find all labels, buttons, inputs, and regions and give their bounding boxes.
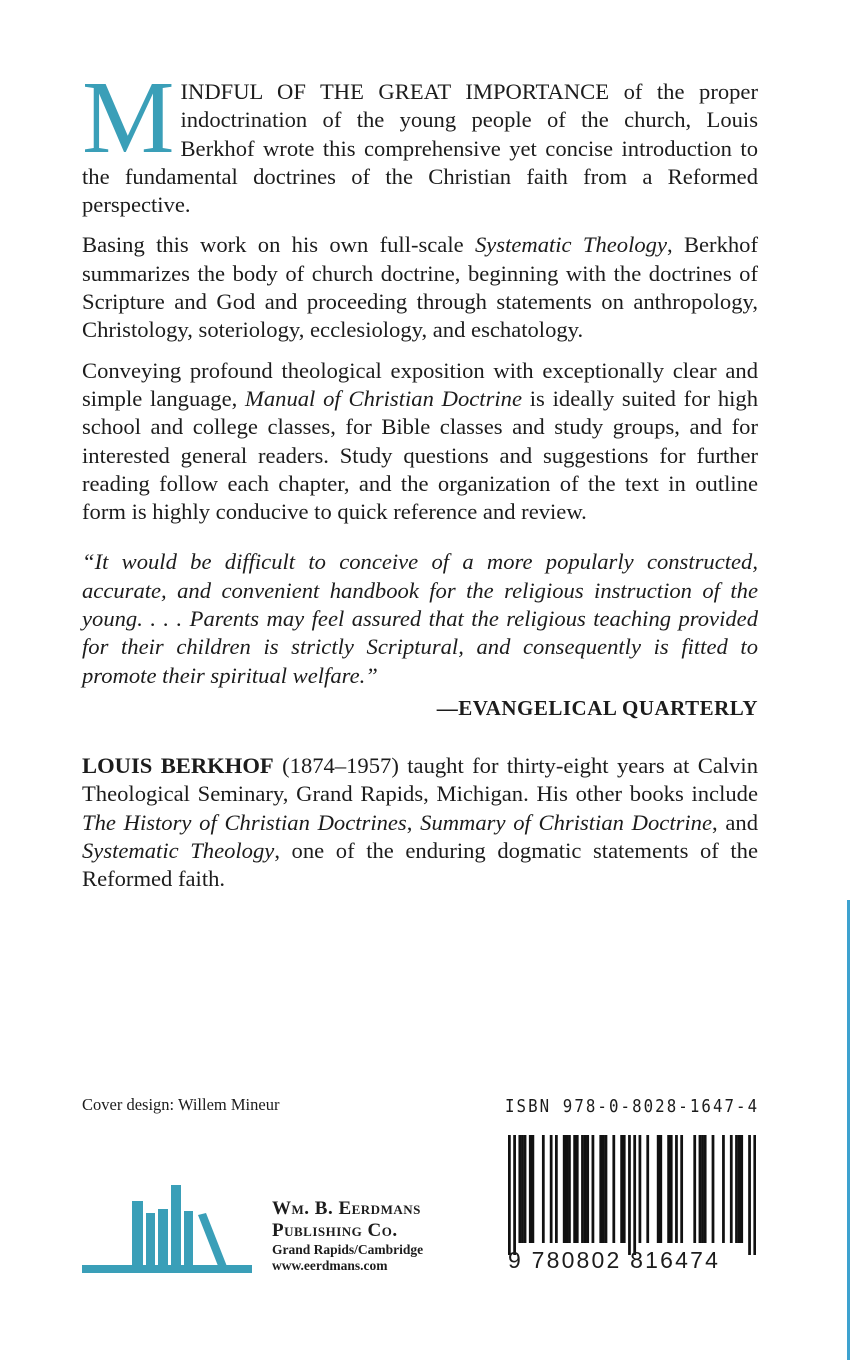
bio-text: (1874–1957) taught for thirty-eight years at Calvin Theological Seminary, Grand Rapids, Michigan. His other books include xyxy=(82,752,758,807)
barcode-bar xyxy=(542,1135,545,1243)
book-title-2: Summary of Christian Doctrine xyxy=(420,809,712,835)
barcode-bar xyxy=(605,1135,608,1243)
bio-sep-2: , and xyxy=(712,809,759,835)
barcode-bar xyxy=(667,1135,670,1243)
barcode-bar xyxy=(623,1135,626,1243)
barcode-bar xyxy=(592,1135,595,1243)
cover-design-credit: Cover design: Willem Mineur xyxy=(82,1095,280,1114)
barcode-bar xyxy=(531,1135,534,1243)
barcode-bar xyxy=(584,1135,587,1243)
barcode-bar xyxy=(508,1135,511,1255)
back-cover-text xyxy=(82,60,759,905)
barcode-bar xyxy=(518,1135,521,1243)
barcode-bar xyxy=(693,1135,696,1243)
barcode-bar xyxy=(576,1135,579,1243)
book-title-1: The History of Christian Doctrines xyxy=(82,809,407,835)
barcode-bar xyxy=(712,1135,715,1243)
barcode-bar xyxy=(735,1135,738,1243)
barcode-bar xyxy=(738,1135,741,1243)
barcode-bar xyxy=(740,1135,743,1243)
eerdmans-logo-icon xyxy=(82,1185,252,1277)
barcode-bar xyxy=(524,1135,527,1243)
book-title-3: Systematic Theology xyxy=(82,837,275,863)
publisher-website: www.eerdmans.com xyxy=(272,1258,388,1273)
para2-title: Systematic Theology xyxy=(474,232,667,258)
isbn-label: ISBN 978-0-8028-1647-4 xyxy=(505,1097,760,1117)
barcode-bar xyxy=(612,1135,615,1243)
barcode-bar xyxy=(565,1135,568,1243)
barcode-bar xyxy=(657,1135,660,1243)
barcode-bar xyxy=(586,1135,589,1243)
barcode-bar xyxy=(555,1135,558,1243)
publisher-imprint xyxy=(272,1198,423,1274)
quote-attribution: —EVANGELICAL QUARTERLY xyxy=(436,695,758,720)
barcode-bar xyxy=(568,1135,571,1243)
barcode-bar xyxy=(573,1135,576,1243)
barcode-bar xyxy=(659,1135,662,1243)
barcode-bar xyxy=(753,1135,756,1255)
barcode-bar xyxy=(599,1135,602,1243)
intro-lead: INDFUL OF THE GREAT IMPORTANCE xyxy=(180,79,610,104)
bio-sep-1: , xyxy=(406,809,421,835)
review-quote: “It would be difficult to conceive of a more popularly constructed, accurate, and convenient handbook for the religious instruction of the young. . . . Parents may feel assured that the religious teaching provided for their children is strictly Scriptural, and consequently is fitted to promote their spiritual welfare.” xyxy=(82,549,758,688)
barcode-bar xyxy=(602,1135,605,1243)
author-name: LOUIS BERKHOF xyxy=(82,752,274,778)
para3-title: Manual of Christian Doctrine xyxy=(245,385,522,411)
barcode-bar xyxy=(550,1135,553,1243)
author-bio xyxy=(82,752,758,893)
barcode-bar xyxy=(529,1135,532,1243)
barcode-bar xyxy=(675,1135,678,1243)
barcode-bar xyxy=(563,1135,566,1243)
drop-cap: M xyxy=(82,60,175,175)
barcode-bar xyxy=(628,1135,631,1255)
isbn-barcode xyxy=(508,1135,756,1255)
barcode-bar xyxy=(730,1135,733,1243)
barcode-bar xyxy=(722,1135,725,1243)
para3-text-end: is ideally suited for high school and college classes, for Bible classes and study groups, and for interested general readers. Study questions and suggestions for further reading follow each chapter, and the organization of the text in outline form is highly conducive to quick reference and review. xyxy=(82,385,758,525)
barcode-bar xyxy=(704,1135,707,1243)
barcode-bar xyxy=(646,1135,649,1243)
barcode-bar xyxy=(748,1135,751,1255)
audience-paragraph xyxy=(82,357,758,527)
barcode-digits: 9 780802 816474 xyxy=(508,1247,721,1273)
barcode-bar xyxy=(513,1135,516,1255)
barcode-bar xyxy=(639,1135,642,1243)
publisher-name-line2: Publishing Co. xyxy=(272,1220,398,1241)
barcode-bar xyxy=(701,1135,704,1243)
publisher-name-line1: Wm. B. Eerdmans xyxy=(272,1198,421,1219)
intro-paragraph xyxy=(82,60,758,219)
barcode-bar xyxy=(680,1135,683,1243)
para2-text-end: , Berkhof summarizes the body of church doctrine, beginning with the doctrines of Scripture and God and proceeding through statements on anthropology, Christology, soteriology, ecclesiology, and eschatology. xyxy=(82,232,758,343)
barcode-bar xyxy=(521,1135,524,1243)
para2-text: Basing this work on his own full-scale xyxy=(82,232,475,258)
bio-text-end: , one of the enduring dogmatic statements of the Reformed faith. xyxy=(82,837,758,892)
para3-text: Conveying profound theological exposition with exceptionally clear and simple language, xyxy=(82,357,758,411)
barcode-bar xyxy=(581,1135,584,1243)
description-paragraph xyxy=(82,231,758,344)
intro-text: of the proper indoctrination of the young people of the church, Louis Berkhof wrote this comprehensive yet concise introduction to the fundamental doctrines of the Christian faith from a Reformed perspective. xyxy=(82,79,758,218)
barcode-bar xyxy=(633,1135,636,1255)
barcode-bar xyxy=(699,1135,702,1243)
publisher-location: Grand Rapids/Cambridge xyxy=(272,1242,424,1257)
barcode-bar xyxy=(670,1135,673,1243)
barcode-bar xyxy=(620,1135,623,1243)
